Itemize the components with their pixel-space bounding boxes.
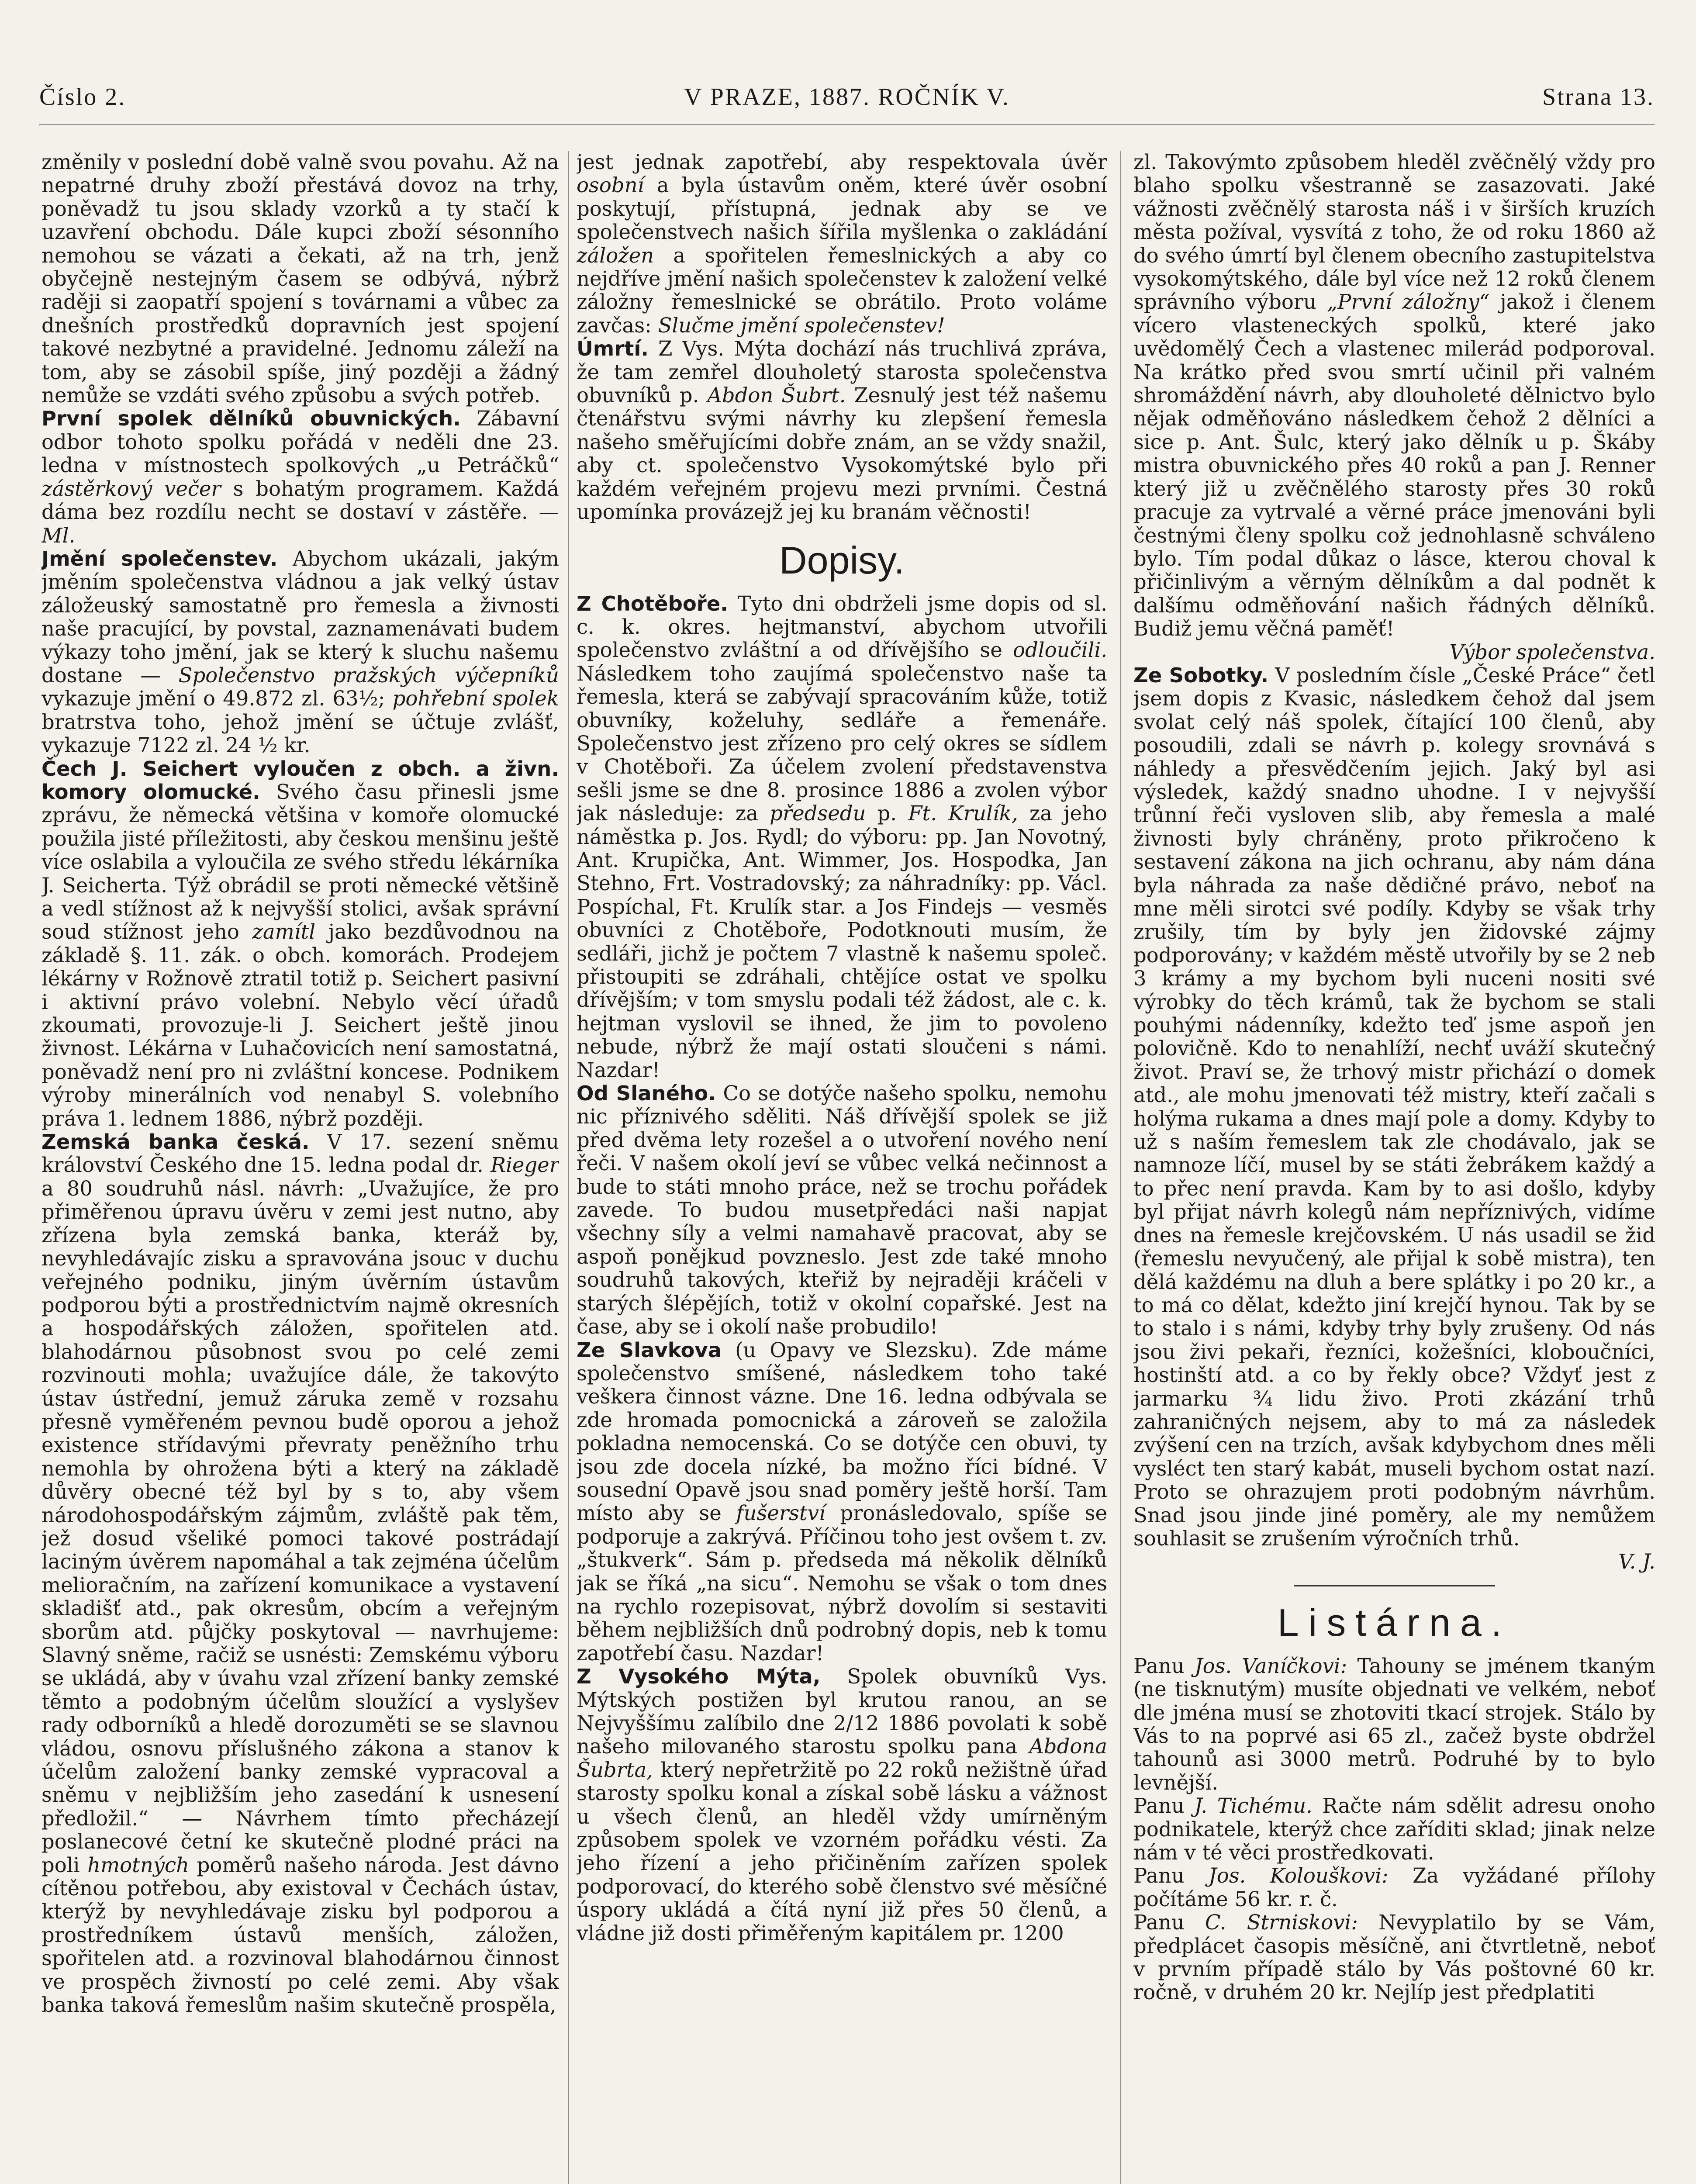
article-heading: Ze Sobotky. [1133, 663, 1269, 687]
letter-reply: Panu Jos. Kolouškovi: Za vyžádané přílohy počítáme 56 kr. r. č. [1133, 1864, 1655, 1911]
section-divider [1294, 1585, 1495, 1586]
article-paragraph: Ze Slavkova (u Opavy ve Slezsku). Zde máme společenstvo smíšené, následkem toho také veškera činnost vázne. Dne 16. ledna odbývala se zde hromada pomocnická a zároveň se založila pokladna nemocenská. Co se dotýče cen obuvi, ty jsou zde docela nízké, ba možno říci bídné. V sousední Opavě jsou snad poměry ještě horší. Tam místo aby se fušerství pronásledovalo, spíše se podporuje a zakrývá. Příčinou toho jest ovšem t. zv. „štukverk“. Sám p. předseda má několik dělníků jak se říká „na sicu“. Nemohu se však o tom dnes na rychlo rozepisovat, nýbrž dovolím si sestaviti během nejbližších dnů podrobný dopis, neb k tomu zapotřebí času. Nazdar! [577, 1338, 1107, 1665]
column-3 [1133, 151, 1655, 2184]
signature: V. J. [1618, 1550, 1655, 1574]
article-heading: Zemská banka česká. [41, 1130, 310, 1154]
column-divider [1120, 151, 1121, 2184]
article-paragraph: změnily v poslední době valně svou povahu. Až na nepatrné druhy zboží přestává dovoz na trhy, poněvadž tu jsou sklady vzorků a ty stačí k uzavření obchodu. Dále kupci zboží sésonního nemohou se vázati a čekati, až na trh, jenž obyčejně nestejným časem se odbývá, nýbrž raději si zaopatří spojení s továrnami a vůbec za dnešních prostředků dopravních jest spojení takové nezbytné a pravidelné. Jednomu záleží na tom, aby se zásobil spíše, jiný později a žádný nemůže se vzdáti svého způsobu a svých potřeb. [41, 151, 559, 408]
article-heading: Jmění společenstev. [41, 546, 278, 570]
article-heading: Z Vysokého Mýta, [577, 1665, 821, 1689]
article-paragraph: První spolek dělníků obuvnických. Zábavní odbor tohoto spolku pořádá v neděli dne 23. ledna v místnostech spolkových „u Petráčků“ zástěrkový večer s bohatým programem. Každá dáma bez rozdílu necht se dostaví v zástěře. — Ml. [41, 407, 559, 547]
article-paragraph: Z Chotěboře. Tyto dni obdrželi jsme dopis od sl. c. k. okres. hejtmanství, abychom utvořili společenstvo zvláštní a od dřívějšího se odloučili. Následkem toho zaujímá společenstvo naše ta řemesla, která se zabývají spracováním kůže, totiž obuvníky, koželuhy, sedláře a řemenáře. Společenstvo jest zřízeno pro celý okres se sídlem v Chotěboři. Za účelem zvolení představenstva sešli jsme se dne 8. prosince 1886 a zvolen výbor jak následuje: za předsedu p. Ft. Krulík, za jeho náměstka p. Jos. Rydl; do výboru: pp. Jan Novotný, Ant. Krupička, Ant. Wimmer, Jos. Hospodka, Jan Stehno, Frt. Vostradovský; za náhradníky: pp. Václ. Pospíchal, Ft. Krulík star. a Jos Findejs — vesměs obuvníci z Chotěboře, Podotknouti musím, že sedláři, jichž je počtem 7 vlastně k našemu společ. přistoupiti se zdráhali, chtějíce ostat ve spolku dřívějším; v tom smyslu podali též žádost, ale c. k. hejtman vyslovil se ihned, že jim to povoleno nebude, nýbrž že mají ostati sloučeni s námi. Nazdar! [577, 591, 1107, 1082]
article-paragraph: jest jednak zapotřebí, aby respektovala úvěr osobní a byla ústavům oněm, které úvěr osobní poskytují, přístupná, jednak aby se ve společenstvech našich šířila myšlenka o zakládání záložen a spořitelen řemeslnických a aby co nejdříve jmění našich společenstev k založení velké záložny řemeslnické se obrátilo. Proto voláme zavčas: Slučme jmění společenstev! [577, 151, 1107, 337]
article-paragraph: zl. Takovýmto způsobem hleděl zvěčnělý vždy pro blaho spolku všestranně se zasazovati. Jaké vážnosti zvěčnělý starosta náš i v širších kruzích města požíval, vysvítá z toho, že od roku 1860 až do svého úmrtí byl členem obecního zastupitelstva vysokomýtského, dále byl více než 12 roků členem správního výboru „První záložny“ jakož i členem vícero vlasteneckých spolků, které jako uvědomělý Čech a vlastenec milerád podporoval. Na krátko před svou smrtí učinil při valném shromáždění návrh, aby dlouholeté dělnictvo bylo nějak odměňováno následkem čehož 2 dělníci a sice p. Ant. Šulc, který jako dělník u p. Škáby mistra obuvnického přes 40 roků a pan J. Renner který již u zvěčnělého starosty přes 30 roků pracuje za vytrvalé a věrné práce jmenováni byli čestnými členy spolku což jednohlasně schváleno bylo. Tím podal důkaz o lásce, kterou choval k přičinlivým a věrným dělníkům a dal podnět k dalšímu odměňování našich řádných dělníků. Budiž jemu věčná paměť! [1133, 151, 1655, 641]
article-heading: Čech J. Seichert vyloučen z obch. a živn. komory olomucké. [41, 757, 559, 804]
section-title: Listárna. [1277, 1600, 1512, 1644]
header-rule [39, 124, 1655, 126]
column-divider [568, 151, 569, 2184]
page-header [39, 83, 1655, 127]
letter-reply: Panu C. Strniskovi: Nevyplatilo by se Vám, předplácet časopis měsíčně, ani čtvrtletně, neboť v prvním případě stálo by Vás poštovné 60 kr. ročně, v druhém 20 kr. Nejlíp jest předplatiti [1133, 1911, 1655, 2004]
article-paragraph: Čech J. Seichert vyloučen z obch. a živn. komory olomucké. Svého času přinesli jsme zprávu, že německá většina v komoře olomucké použila jisté příležitosti, aby českou menšinu ještě více oslabila a vyloučila ze svého středu lékárníka J. Seicherta. Týž obrádil se proti německé většině a vedl stížnost až k nejvyšší stolici, avšak správní soud stížnost jeho zamítl jako bezdůvodnou na základě §. 11. zák. o obch. komorách. Prodejem lékárny v Rožnově ztratil totiž p. Seichert pasivní i aktivní právo volební. Nebylo věcí úřadů zkoumati, provozuje-li J. Seichert ještě jinou živnost. Lékárna v Luhačovicích není samostatná, poněvadž není pro ni zvláštní koncese. Podnikem výroby minerálních vod nenabyl S. volebního práva 1. lednem 1886, nýbrž později. [41, 757, 559, 1130]
signature: Výbor společenstva. [1449, 640, 1655, 664]
article-paragraph: Zemská banka česká. V 17. sezení sněmu království Českého dne 15. ledna podal dr. Rieger a 80 soudruhů násl. návrh: „Uvažujíce, že pro přiměřenou úpravu úvěru v zemi jest nutno, aby zřízena byla zemská banka, kteráž by, nevyhledávajíc zisku a spravována jsouc v duchu veřejného podniku, jiným úvěrním ústavům podporou býti a prostřednictvím najmě okresních a hospodářských záložen, spořitelen atd. blahodárnou působnost svou po celé zemi rozvinouti mohla; uvažujíce dále, že takovýto ústav ústřední, jemuž záruka země v rozsahu přesně vyměřeném pevnou budě oporou a jehož existence střídavými převraty peněžního trhu nemohla by ohrožena býti a který na základě důvěry obecné též byl by s to, aby všem národohospodářským zájmům, zvláště pak těm, jež dosud všeliké pomoci takové postrádají laciným úvěrem napomáhal a tak zejména účelům melioračním, na zařízení komunikace a vystavení skladišť atd., pak okresům, obcím a veřejným sborům atd. půjčky poskytoval — navrhujeme: Slavný sněme, račiž se usnésti: Zemskému výboru se ukládá, aby v úvahu vzal zřízení banky zemské těmto a podobným účelům sloužící a vyslyšev rady odborníků a hledě dorozuměti se se slavnou vládou, osnovu příslušného zákona a stanov k účelům založení banky zemské vypracoval a sněmu v nejbližším jeho zasedání k usnesení předložil.“ — Návrhem tímto přecházejí poslanecové četní ke skutečně plodné práci na poli hmotných poměrů našeho národa. Jest dávno cítěnou potřebou, aby existoval v Čechách ústav, kterýž by nevyhledávaje zisku byl podporou a prostředníkem ústavů menších, záložen, spořitelen atd. a rozvinoval blahodárnou činnost ve prospěch živností po celé zemi. Aby však banka taková řemeslům našim skutečně prospěla, [41, 1130, 559, 2017]
letter-reply: Panu Jos. Vaníčkovi: Tahouny se jménem tkaným (ne tisknutým) musíte objednati ve velkém, neboť dle jména musí se zhotoviti tkací strojek. Stálo by Vás to na poprvé asi 65 zl., začež byste obdržel tahounů asi 3000 metrů. Podruhé by to bylo levnější. [1133, 1654, 1655, 1794]
article-paragraph: Z Vysokého Mýta, Spolek obuvníků Vys. Mýtských postižen byl krutou ranou, an se Nejvyššímu zalíbilo dne 2/12 1886 povolati k sobě našeho milovaného starostu spolku pana Abdona Šubrta, který nepřetržitě po 22 roků nežištně úřad starosty spolku konal a získal sobě lásku a vážnost u všech členů, an hleděl vždy umírněným způsobem spolek ve vzorném pořádku vésti. Za jeho řízení a jeho přičiněním zařízen spolek podporovací, do kterého sobě členstvo své měsíčné úspory ukládá a čítá nyní již přes 50 členů, a vládne již dosti přiměřeným kapitálem pr. 1200 [577, 1665, 1107, 1945]
section-title: Dopisy. [779, 538, 905, 582]
article-heading: Z Chotěboře. [577, 591, 728, 615]
article-paragraph: Od Slaného. Co se dotýče našeho spolku, nemohu nic příznivého sděliti. Náš dřívější spolek se již před dvěma lety rozešel a o utvoření nového není řeči. V našem okolí jeví se vůbec velká nečinnost a bude to státi mnoho práce, než se trochu pořádek zavede. To budou musetpředáci naši napjat všechny síly a velmi namahavě pracovat, aby se aspoň ponějkud povzneslo. Jest zde také mnoho soudruhů takových, kteřiž by nejraději kráčeli v starých šlépějích, totiž v okolní copařské. Jest na čase, aby se i okolí naše probudilo! [577, 1082, 1107, 1339]
article-paragraph: Ze Sobotky. V posledním čísle „České Práce“ četl jsem dopis z Kvasic, následkem čehož dal jsem svolat celý náš spolek, čítající 100 členů, aby posoudili, zdali se návrh p. kolegy srovnává s náhledy a přesvědčením jejich. Jaký byl asi výsledek, každý snadno uhodne. I v nejvyšší trůnní řeči vysloven slib, aby řemesla a malé živnosti byly chráněny, proto přikročeno k sestavení zákona na jich ochranu, aby nám dána byla náhrada za naše dědičné právo, neboť na mne měli sirotci své podíly. Kdyby se však trhy zrušily, tím by byly jen židovské zájmy podporovány; v každém městě utvořily by se 2 neb 3 krámy a my bychom byli nuceni nositi své výrobky do těch krámů, tak že bychom se stali pouhými nádenníky, kdežto teď jsme aspoň jen polovičně. Kdo to nenahlíží, nechť uváží skutečný život. Praví se, že trhový mistr přichází o domek atd., ale mohu jmenovati též mistry, kteří začali s holýma rukama a dnes mají pole a domy. Kdyby to už s naším řemeslem tak zle chodávalo, jak se namnoze líčí, musel by se státi žebrákem každý a to přec není pravda. Kam by to asi došlo, kdyby byl přijat návrh kolegů nám nepříznivých, vidíme dnes na řemesle krejčovském. U nás usadil se žid (řemeslu nevyučený, ale přijal k sobě mistra), ten dělá každému na dluh a bere splátky i po 20 kr., a to má co dělat, kdežto jiní krejčí hynou. Tak by se to stalo i s námi, kdyby trhy byly zrušeny. Od nás jsou živi pekaři, řezníci, kožešníci, kloboučníci, hostinští atd. a co by řekly obce? Vždyť jest z jarmarku ¾ lidu živo. Proti zkázání trhů zahraničných nejsem, aby to má za následek zvýšení cen na trzích, avšak kdybychom dnes měli vysléct ten starý kabát, museli bychom ostat nazí. Proto se ohrazujem proti podobným návrhům. Snad jsou jinde jiné poměry, ale my nemůžem souhlasit se zrušením výročních trhů. [1133, 663, 1655, 1550]
page-number: Strana 13. [1542, 83, 1655, 111]
column-1 [41, 151, 559, 2184]
article-heading: Ze Slavkova [577, 1338, 722, 1362]
article-heading: První spolek dělníků obuvnických. [41, 407, 461, 431]
column-2 [577, 151, 1107, 2184]
masthead-title: V PRAZE, 1887. ROČNÍK V. [684, 83, 1010, 111]
article-paragraph: Jmění společenstev. Abychom ukázali, jakým jměním společenstva vládnou a jak velký ústav záložeuský samostatně pro řemesla a živnosti naše pracující, by povstal, zaznamenávati budem výkazy toho jmění, jak se který k sluchu našemu dostane — Společenstvo pražských výčepníků vykazuje jmění o 49.872 zl. 63½; pohřební spolek bratrstva toho, jehož jmění se účtuje zvlášť, vykazuje 7122 zl. 24 ½ kr. [41, 546, 559, 757]
issue-number: Číslo 2. [39, 83, 126, 111]
letter-reply: Panu J. Tichému. Račte nám sdělit adresu onoho podnikatele, kterýž chce zaříditi sklad; jinak nelze nám v té věci prostředkovati. [1133, 1794, 1655, 1865]
article-heading: Od Slaného. [577, 1082, 716, 1106]
article-paragraph: Úmrtí. Z Vys. Mýta dochází nás truchlivá zpráva, že tam zemřel dlouholetý starosta společenstva obuvníků p. Abdon Šubrt. Zesnulý jest též našemu čtenářstvu svými návrhy ku zlepšení řemesla našeho směřujícími dobře znám, an se vždy snažil, aby ct. společenstvo Vysokomýtské bylo při každém veřejném projevu mezi prvními. Čestná upomínka provázejž jej ku branám věčnosti! [577, 337, 1107, 524]
article-heading: Úmrtí. [577, 337, 649, 361]
